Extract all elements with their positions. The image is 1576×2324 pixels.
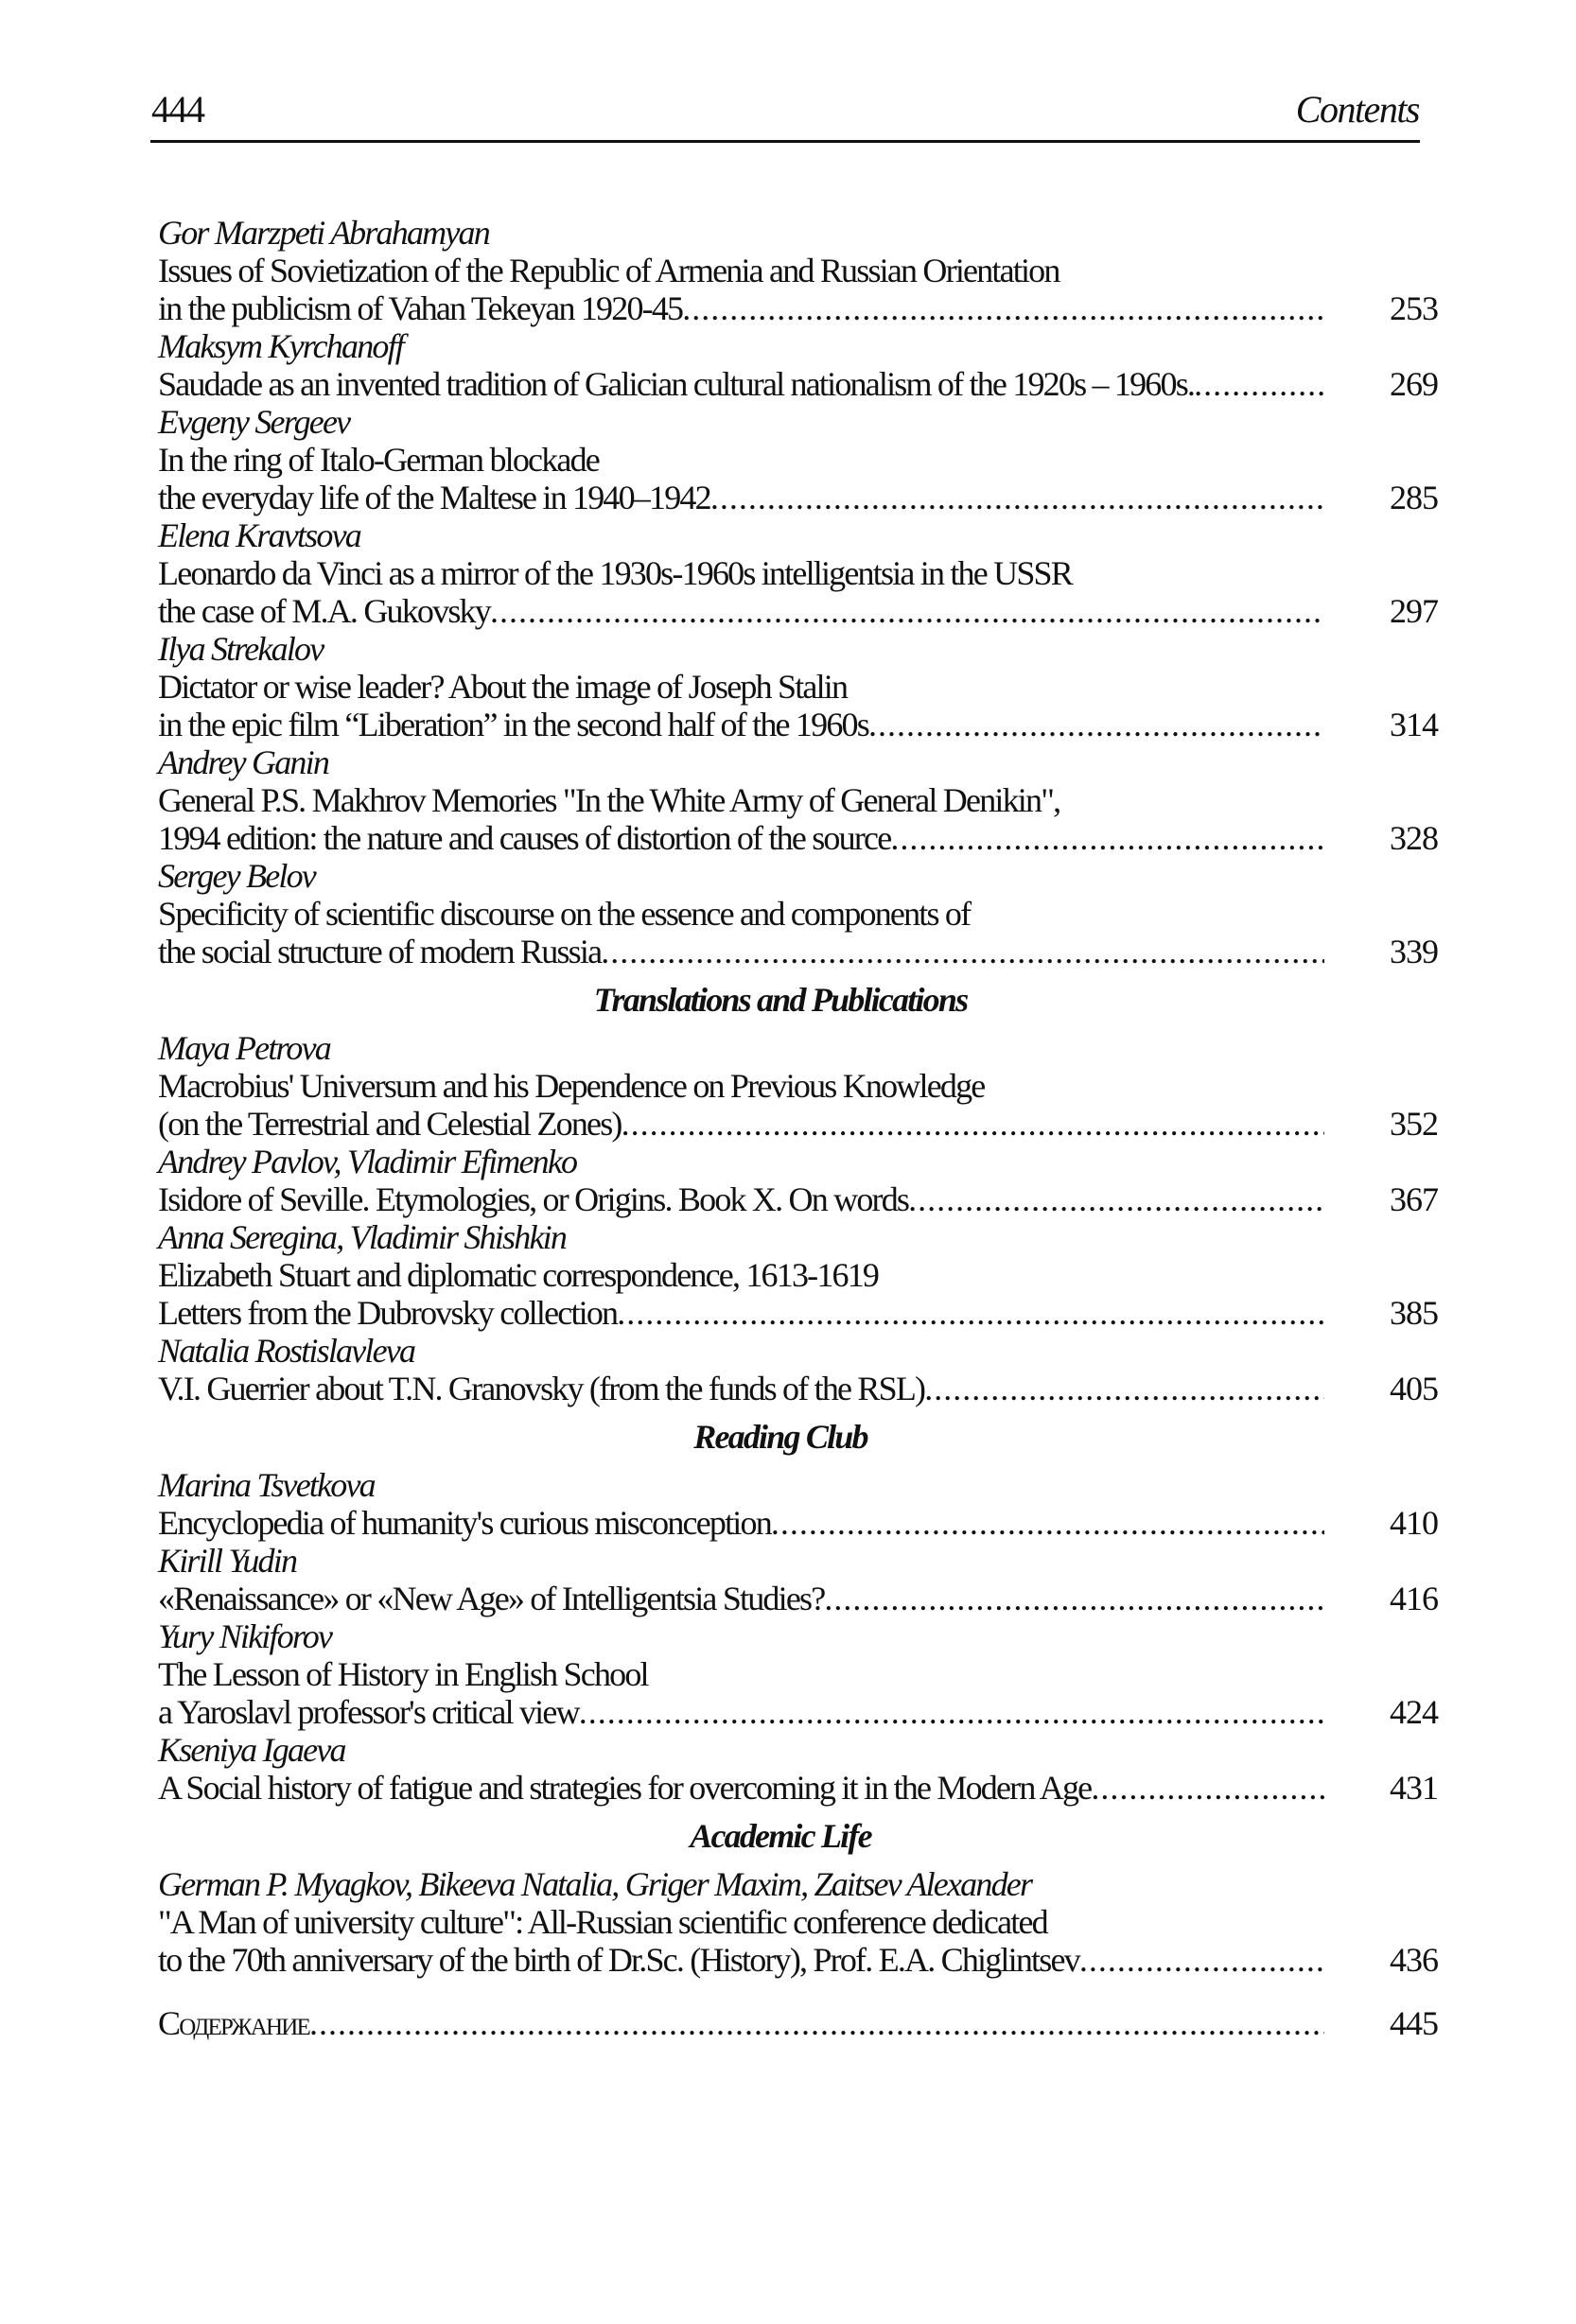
entry-title-line: Saudade as an invented tradition of Galician cultural nationalism of the 1920s – 1960s. [158, 365, 1195, 403]
entry-title-line: the case of M.A. Gukovsky [158, 592, 490, 630]
entry-author: Marina Tsvetkova [158, 1466, 375, 1504]
entry-author: Natalia Rostislavleva [158, 1332, 415, 1370]
entry-title-line: the everyday life of the Maltese in 1940–1942 [158, 479, 710, 516]
entry-author: Andrey Pavlov, Vladimir Efimenko [158, 1143, 577, 1180]
entry-author: Yury Nikiforov [158, 1617, 332, 1655]
entry-title-line: "A Man of university culture": All-Russian scientific conference dedicated [158, 1903, 1047, 1941]
entry-author: Andrey Ganin [158, 743, 329, 781]
entry-title-line: Содержание [158, 2004, 310, 2042]
toc-line [158, 1370, 1438, 1407]
entry-title-line: in the publicism of Vahan Tekeyan 1920-45 [158, 289, 683, 327]
dot-leader [924, 1370, 1324, 1407]
dot-leader [617, 1294, 1324, 1332]
dot-leader [490, 592, 1324, 630]
toc-entry [158, 214, 1438, 327]
dot-leader [309, 2004, 1324, 2042]
toc-line [158, 479, 1438, 516]
entry-author: Elena Kravtsova [158, 516, 360, 554]
entry-title-line: a Yaroslavl professor's critical view [158, 1693, 579, 1731]
toc-line [158, 933, 1438, 970]
toc-line [158, 1693, 1438, 1731]
toc-entry [158, 1143, 1438, 1218]
entry-page-number: 424 [1390, 1693, 1438, 1731]
toc-line [158, 1504, 1438, 1542]
entry-title-line: (on the Terrestrial and Celestial Zones) [158, 1105, 622, 1143]
toc-line [158, 1941, 1438, 1979]
entry-title-line: Leonardo da Vinci as a mirror of the 1930s-1960s intelligentsia in the USSR [158, 554, 1072, 592]
dot-leader [601, 933, 1324, 970]
entry-author: Maksym Kyrchanoff [158, 327, 403, 365]
entry-title-line: Elizabeth Stuart and diplomatic correspondence, 1613-1619 [158, 1256, 879, 1294]
toc-entry [158, 403, 1438, 516]
dot-leader [1079, 1941, 1324, 1979]
entry-title-line: the social structure of modern Russia [158, 933, 602, 970]
toc-entry [158, 1332, 1438, 1407]
toc-line [158, 1105, 1438, 1143]
dot-leader [1091, 1769, 1324, 1807]
entry-title-line: General P.S. Makhrov Memories "In the White Army of General Denikin", [158, 781, 1060, 819]
entry-page-number: 314 [1390, 706, 1438, 743]
entry-title-line: Letters from the Dubrovsky collection [158, 1294, 618, 1332]
entry-page-number: 445 [1390, 2004, 1438, 2042]
dot-leader [824, 1580, 1324, 1617]
section-heading: Reading Club [693, 1418, 867, 1456]
entry-page-number: 285 [1390, 479, 1438, 516]
entry-title-line: Encyclopedia of humanity's curious misconception [158, 1504, 771, 1542]
toc-line [158, 706, 1438, 743]
entry-page-number: 436 [1390, 1941, 1438, 1979]
dot-leader [771, 1504, 1324, 1542]
entry-page-number: 339 [1390, 933, 1438, 970]
toc-line [158, 365, 1438, 403]
toc-entry [158, 743, 1438, 857]
entry-page-number: 328 [1390, 819, 1438, 857]
entry-page-number: 367 [1390, 1180, 1438, 1218]
entry-page-number: 431 [1390, 1769, 1438, 1807]
toc-entry [158, 516, 1438, 630]
dot-leader [710, 479, 1324, 516]
entry-page-number: 269 [1390, 365, 1438, 403]
section-heading: Academic Life [690, 1817, 871, 1855]
entry-page-number: 410 [1390, 1504, 1438, 1542]
toc-entry [158, 1542, 1438, 1617]
section-heading: Translations and Publications [593, 981, 968, 1019]
entry-title-line: Specificity of scientific discourse on the essence and components of [158, 895, 971, 933]
toc-entry [158, 1731, 1438, 1807]
dot-leader [682, 289, 1324, 327]
running-title: Contents [1295, 88, 1419, 131]
entry-title-line: Dictator or wise leader? About the image of Joseph Stalin [158, 668, 848, 706]
toc-entry [158, 1029, 1438, 1143]
entry-author: Sergey Belov [158, 857, 315, 895]
header-rule [150, 140, 1420, 143]
toc-entry [158, 857, 1438, 970]
entry-title-line: «Renaissance» or «New Age» of Intelligentsia Studies? [158, 1580, 825, 1617]
entry-title-line: Issues of Sovietization of the Republic of Armenia and Russian Orientation [158, 252, 1059, 289]
toc-entry [158, 1218, 1438, 1332]
entry-page-number: 253 [1390, 289, 1438, 327]
toc-line [158, 2004, 1438, 2042]
toc-entry [158, 630, 1438, 743]
entry-title-line: A Social history of fatigue and strategies for overcoming it in the Modern Age [158, 1769, 1092, 1807]
entry-author: Kseniya Igaeva [158, 1731, 345, 1769]
entry-page-number: 352 [1390, 1105, 1438, 1143]
entry-page-number: 297 [1390, 592, 1438, 630]
dot-leader [890, 819, 1324, 857]
entry-title-line: Isidore of Seville. Etymologies, or Origins. Book X. On words [158, 1180, 909, 1218]
toc-entry [158, 1617, 1438, 1731]
dot-leader [622, 1105, 1324, 1143]
entry-page-number: 405 [1390, 1370, 1438, 1407]
entry-author: Maya Petrova [158, 1029, 330, 1067]
page-number: 444 [151, 88, 204, 131]
toc-line [158, 1580, 1438, 1617]
dot-leader [868, 706, 1324, 743]
toc-line [158, 1294, 1438, 1332]
dot-leader [1194, 365, 1324, 403]
entry-author: Ilya Strekalov [158, 630, 324, 668]
entry-title-line: 1994 edition: the nature and causes of distortion of the source [158, 819, 891, 857]
entry-title-line: V.I. Guerrier about T.N. Granovsky (from the funds of the RSL) [158, 1370, 925, 1407]
table-of-contents [158, 214, 1438, 2042]
toc-entry [158, 327, 1438, 403]
entry-page-number: 385 [1390, 1294, 1438, 1332]
entry-title-line: in the epic film “Liberation” in the second half of the 1960s [158, 706, 868, 743]
dot-leader [908, 1180, 1324, 1218]
toc-line [158, 1769, 1438, 1807]
dot-leader [579, 1693, 1324, 1731]
entry-title-line: Macrobius' Universum and his Dependence on Previous Knowledge [158, 1067, 985, 1105]
entry-author: Evgeny Sergeev [158, 403, 350, 441]
entry-title-line: The Lesson of History in English School [158, 1655, 648, 1693]
entry-author: German P. Myagkov, Bikeeva Natalia, Griger Maxim, Zaitsev Alexander [158, 1865, 1032, 1903]
entry-title-line: In the ring of Italo-German blockade [158, 441, 599, 479]
toc-entry [158, 1466, 1438, 1542]
toc-line [158, 1180, 1438, 1218]
entry-author: Gor Marzpeti Abrahamyan [158, 214, 489, 252]
toc-line [158, 819, 1438, 857]
toc-line [158, 592, 1438, 630]
toc-line [158, 289, 1438, 327]
entry-title-line: to the 70th anniversary of the birth of Dr.Sc. (History), Prof. E.A. Chiglintsev [158, 1941, 1079, 1979]
entry-page-number: 416 [1390, 1580, 1438, 1617]
toc-entry [158, 1865, 1438, 1979]
entry-author: Kirill Yudin [158, 1542, 297, 1580]
entry-author: Anna Seregina, Vladimir Shishkin [158, 1218, 567, 1256]
